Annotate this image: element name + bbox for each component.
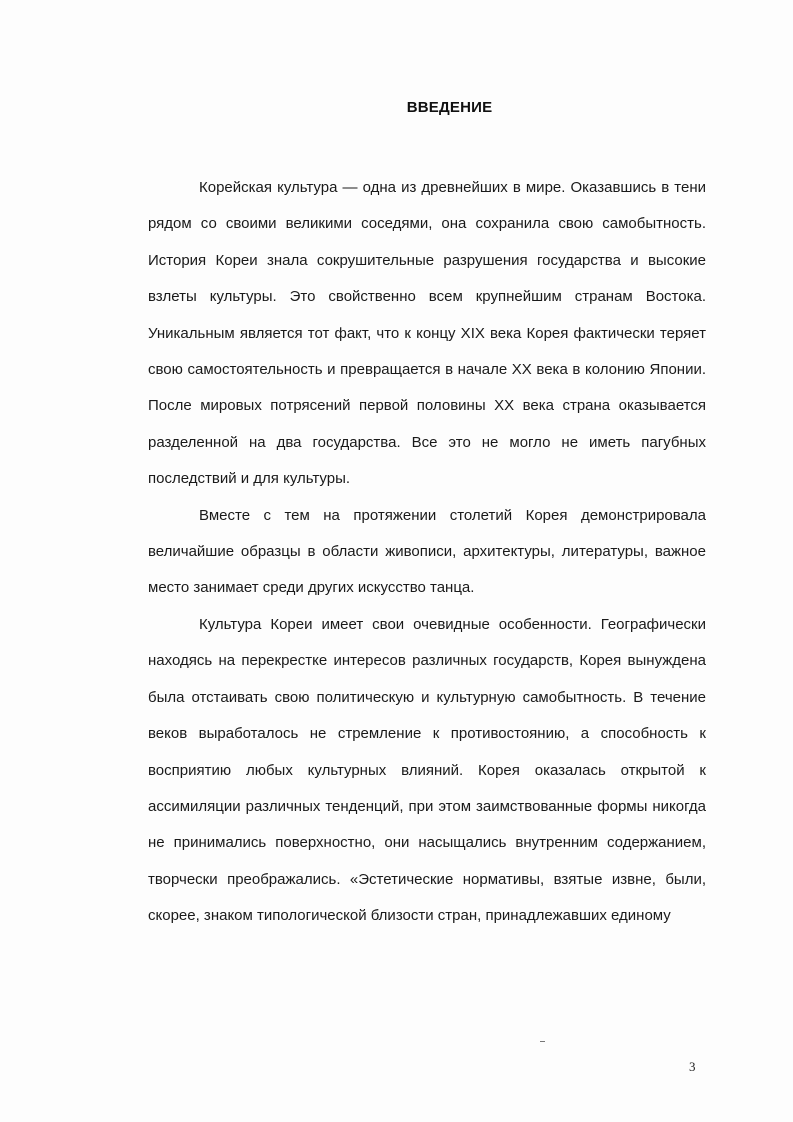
body-text xyxy=(148,170,706,935)
page-number: 3 xyxy=(689,1059,696,1074)
paragraph-3: Культура Кореи имеет свои очевидные особенности. Географически находясь на перекрестке интересов различных государств, Корея вынуждена была отстаивать свою политическую и культурную самобытность. В течение веков выработалось не стремление к противостоянию, а способность к восприятию любых культурных влияний. Корея оказалась открытой к ассимиляции различных тенденций, при этом заимствованные формы никогда не принимались поверхностно, они насыщались внутренним содержанием, творчески преображались. «Эстетические нормативы, взятые извне, были, скорее, знаком типологической близости стран, принадлежавших единому xyxy=(148,615,706,925)
page-title: ВВЕДЕНИЕ xyxy=(406,99,493,116)
paragraph-2: Вместе с тем на протяжении столетий Корея демонстрировала величайшие образцы в области живописи, архитектуры, литературы, важное место занимает среди других искусство танца. xyxy=(148,506,706,597)
scan-speck xyxy=(540,1041,545,1042)
paragraph-1: Корейская культура — одна из древнейших в мире. Оказавшись в тени рядом со своими великими соседями, она сохранила свою самобытность. История Кореи знала сокрушительные разрушения государства и высокие взлеты культуры. Это свойственно всем крупнейшим странам Востока. Уникальным является тот факт, что к концу XIX века Корея фактически теряет свою самостоятельность и превращается в начале XX века в колонию Японии. После мировых потрясений первой половины XX века страна оказывается разделенной на два государства. Все это не могло не иметь пагубных последствий и для культуры. xyxy=(148,179,706,488)
